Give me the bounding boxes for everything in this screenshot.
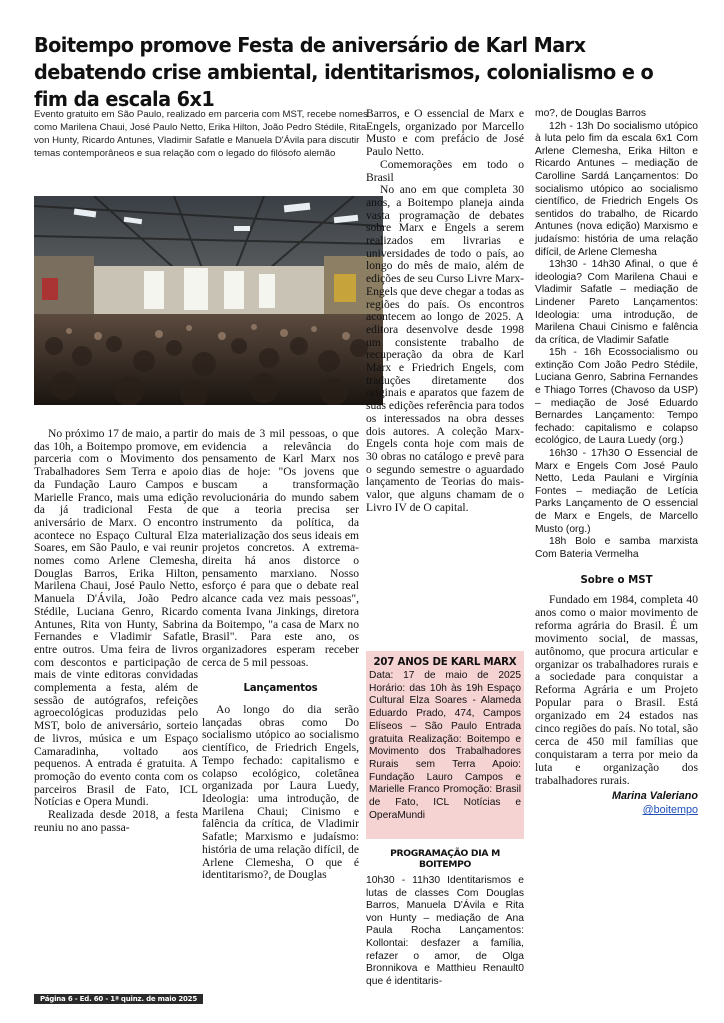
author-handle-link[interactable]: @boitempo [642, 804, 698, 817]
programacao-title: PROGRAMAÇÃO DIA M BOITEMPO [390, 848, 500, 870]
schedule-item: 15h - 16h Ecossocialismo ou extinção Com João Pedro Stédile, Luciana Genro, Sabrina Fernandes e Thiago Torres (Chavoso da USP) – mediação de José Eduardo Bernardes Lançamento: Tempo fechado: capitalismo e colapso ecológico, de Laura Luedy (org.) [535, 347, 698, 447]
body-paragraph: Ao longo do dia serão lançadas obras como Do socialismo utópico ao socialismo científico, de Friedrich Engels, Tempo fechado: capitalismo e colapso ecológico, coletânea organizada por Laura Luedy, Ideologia: uma introdução, de Marilena Chaui; Cinismo e falência da crítica, de Vladimir Safatle; Marxismo e judaísmo: história de uma relação difícil, de Arlene Clemesha, O que é identitarismo?, de Douglas [202, 703, 359, 882]
schedule-item: 13h30 - 14h30 Afinal, o que é ideologia? Com Marilena Chaui e Vladimir Safatle – mediação de Lindener Pareto Lançamentos: Ideologia: uma introdução, de Marilena Chaui Cinismo e falência da crítica, de Vladimir Safatle [535, 259, 698, 346]
schedule-item: 18h Bolo e samba marxista Com Bateria Vermelha [535, 536, 698, 560]
body-paragraph: No ano em que completa 30 anos, a Boitempo planeja ainda vasta programação de debates sobre Marx e Engels a serem realizados em livrarias e universidades de todo o país, ao longo do mês de maio, além de edições de seu Curso Livre Marx-Engels que deve chegar a todas as regiões do país. Os encontros acontecem ao longo de 2025. A editora desenvolve desde 1998 um consistente trabalho de recuperação da obra de Karl Marx e Friedrich Engels, com traduções diretamente dos originais e aparatos que fazem de suas edições referência para todos os interessados na obra desses dois autores. A coleção Marx-Engels conta hoje com mais de 30 obras no catálogo e prevê para o segundo semestre o aguardado lançamento de Teorias do mais-valor, que alguns chamam de o Livro IV de O capital. [366, 183, 524, 514]
sobre-mst-heading: Sobre o MST [580, 575, 653, 587]
programacao-body: 10h30 - 11h30 Identitarismos e lutas de classes Com Douglas Barros, Manuela D'Ávila e Rita von Hunty – mediação de Ana Paula Rocha Lançamentos: Kollontai: desfazer a família, refazer o amor, de Olga Bronnikova e Matthieu Renault0 que é identitaris- [366, 875, 524, 987]
schedule-item: 16h30 - 17h30 O Essencial de Marx e Engels Com José Paulo Netto, Leda Paulani e Virgínia Fontes – mediação de Letícia Parks Lançamento de O essencial de Marx e Engels, de Marcello Musto (org.) [535, 448, 698, 535]
body-paragraph: Realizada desde 2018, a festa reuniu no ano passa- [34, 808, 198, 834]
lead-paragraph: Evento gratuito em São Paulo, realizado em parceria com MST, recebe nomes como Marilena Chaui, José Paulo Netto, Erika Hilton, João Pedro Stédile, Rita von Hunty, Ricardo Antunes, Vladimir Safatle e Manuela D'Ávila para discutir temas contemporâneos e sua relação com o legado do filósofo alemão [34, 109, 368, 159]
column-3 [366, 108, 524, 515]
event-photo [34, 196, 383, 405]
author-name: Marina Valeriano [611, 789, 698, 802]
page-footer: Página 6 - Ed. 60 - 1ª quinz. de maio 2025 [34, 994, 203, 1004]
body-paragraph: Barros, e O essencial de Marx e Engels, organizado por Marcello Musto e com prefácio de José Paulo Netto. [366, 107, 524, 159]
body-paragraph: Comemorações em todo o Brasil [366, 157, 524, 184]
column-4 [535, 108, 698, 817]
schedule-item: mo?, de Douglas Barros [535, 108, 647, 119]
column-2 [202, 428, 359, 882]
body-paragraph: do mais de 3 mil pessoas, o que evidencia a relevância do pensamento de Karl Marx nos dias de hoje: "Os jovens que buscam a transformação revolucionária do mundo sabem que a teoria precisa ser instrumento da política, da materialização dos seus ideais em projetos concretos. A extrema-direita há anos distorce o pensamento marxiano. Nosso esforço é para que o debate real alcance cada vez mais pessoas", comenta Ivana Jinkings, diretora da Boitempo, "a casa de Marx no Brasil". Para este ano, os organizadores esperam receber cerca de 5 mil pessoas. [202, 427, 359, 669]
event-info-body: Data: 17 de maio de 2025 Horário: das 10h às 19h Espaço Cultural Elza Soares - Alameda Eduardo Prado, 474, Campos Elíseos – São Paulo Entrada gratuita Realização: Boitempo e Movimento dos Trabalhadores Rurais sem Terra Apoio: Fundação Lauro Campos e Marielle Franco Promoção: Brasil de Fato, ICL Notícias e OperaMundi [369, 670, 521, 821]
body-paragraph: No próximo 17 de maio, a partir das 10h, a Boitempo promove, em parceria com o Movimento dos Trabalhadores Sem Terra e apoio da Fundação Lauro Campos e Marielle Franco, mais uma edição da já tradicional Festa de aniversário de Marx. O encontro acontece no Espaço Cultural Elza Soares, em São Paulo, e vai reunir nomes como Arlene Clemesha, Douglas Barros, Erika Hilton, Marilena Chaui, José Paulo Netto, Manuela D'Ávila, João Pedro Stédile, Luciana Genro, Ricardo Antunes, Rita von Hunty, Sabrina Fernandes e Vladimir Safatle, entre outros. Uma feira de livros com descontos e participação de mais de vinte editoras convidadas complementa a festa, além de sessão de autógrafos, refeições agroecológicas produzidas pelo MST, bolo de aniversário, sorteio de livros, música e um Espaço Camaradinha, voltado aos pequenos. A entrada é gratuita. A promoção do evento conta com os parceiros Brasil de Fato, ICL Notícias e Opera Mundi. [34, 427, 198, 809]
section-heading-lancamentos: Lançamentos [243, 683, 318, 695]
programacao-section [366, 848, 524, 988]
column-1 [34, 428, 198, 835]
headline: Boitempo promove Festa de aniversário de Karl Marx debatendo crise ambiental, identitarismos, colonialismo e o fim da escala 6x1 [34, 33, 654, 111]
event-info-title: 207 ANOS DE KARL MARX [373, 657, 517, 668]
schedule-item: 12h - 13h Do socialismo utópico à luta pelo fim da escala 6x1 Com Arlene Clemesha, Erika Hilton e Ricardo Antunes – mediação de Carolline Sardá Lançamentos: Do socialismo utópico ao socialismo científico, de Friedrich Engels Os sentidos do trabalho, de Ricardo Antunes (nova edição) Marxismo e judaísmo: história de uma relação difícil, de Arlene Clemesha [535, 120, 698, 258]
event-info-box [366, 651, 524, 839]
sobre-mst-paragraph: Fundado em 1984, completa 40 anos como o maior movimento de reforma agrária do Brasil. É um movimento social, de massas, autônomo, que procura articular e organizar os trabalhadores rurais e a sociedade para conquistar a Reforma Agrária e um Projeto Popular para o Brasil. Está organizado em 24 estados nas cinco regiões do país. No total, são cerca de 450 mil famílias que conquistaram a terra por meio da luta e organização dos trabalhadores rurais. [535, 592, 698, 787]
